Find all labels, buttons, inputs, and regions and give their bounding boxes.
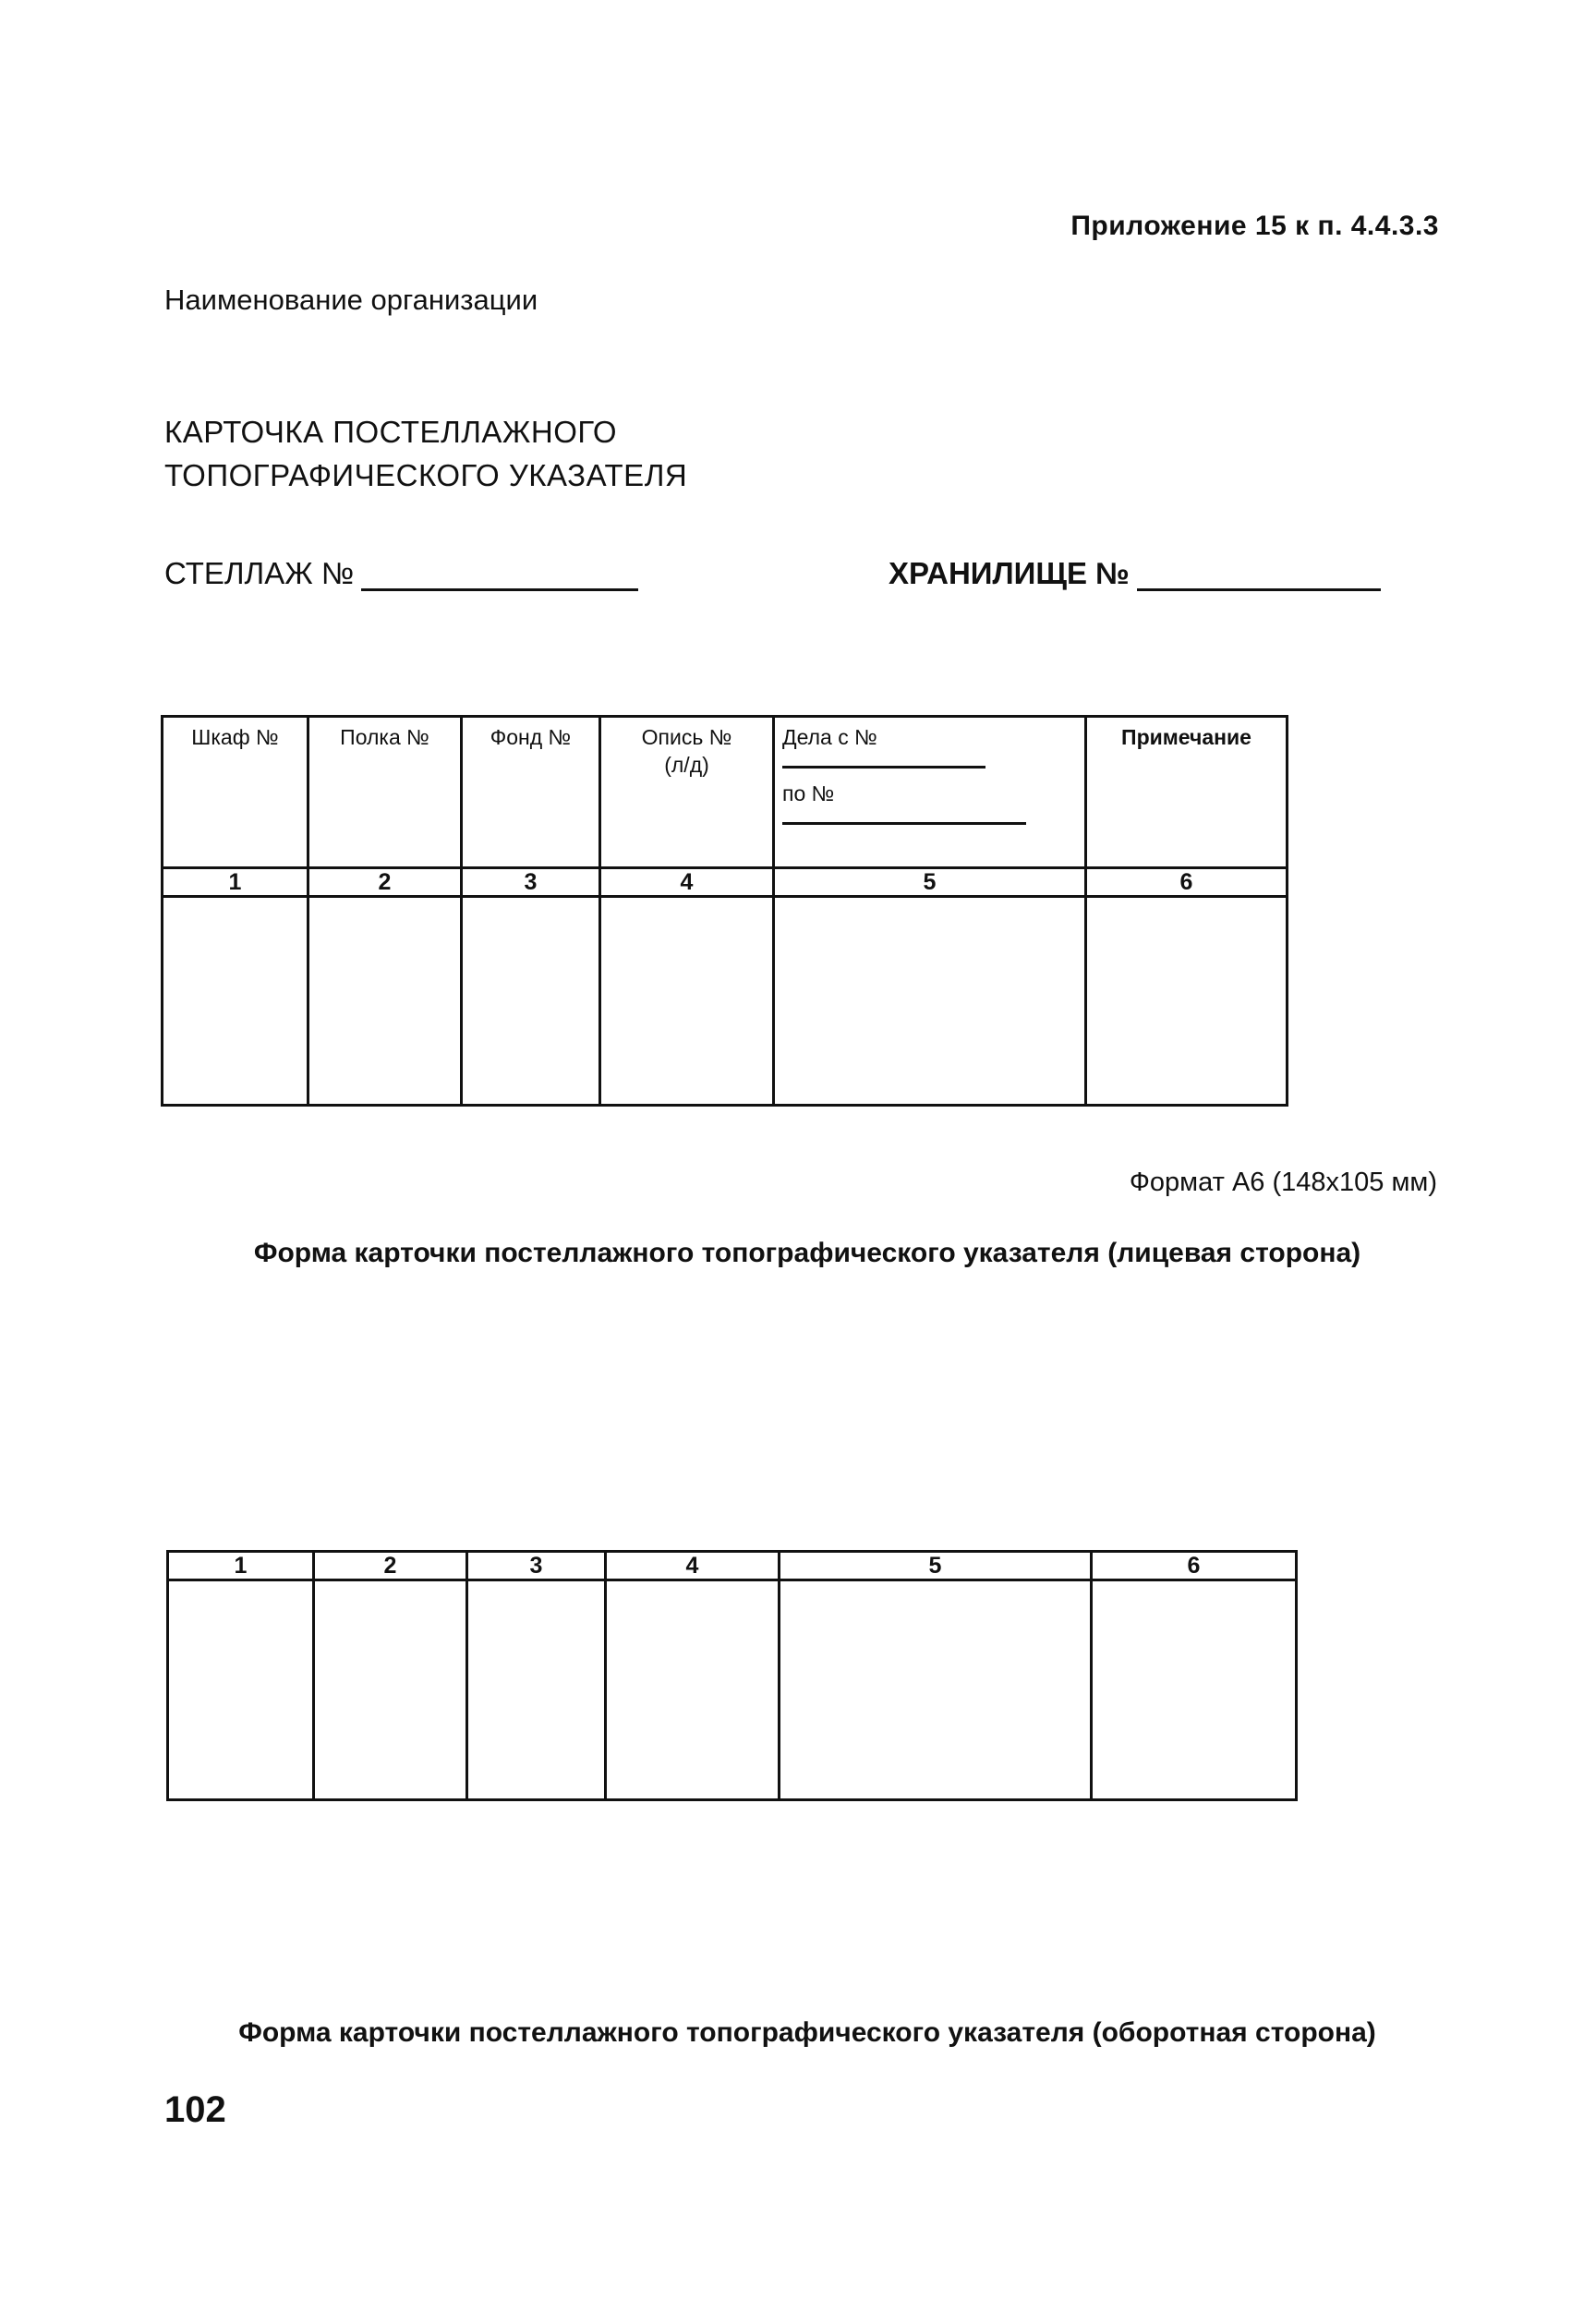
card-title — [164, 410, 687, 497]
entry-cell — [774, 897, 1086, 1106]
appendix-reference: Приложение 15 к п. 4.4.3.3 — [1070, 211, 1439, 241]
column-number: 3 — [467, 1552, 606, 1580]
back-number-row — [168, 1552, 1297, 1580]
rack-field — [164, 556, 638, 591]
entry-cell — [308, 897, 462, 1106]
rack-label: СТЕЛЛАЖ № — [164, 556, 355, 590]
entry-cell — [1086, 897, 1288, 1106]
column-number: 5 — [774, 868, 1086, 897]
card-title-line-2: ТОПОГРАФИЧЕСКОГО УКАЗАТЕЛЯ — [164, 458, 688, 492]
entry-cell — [467, 1580, 606, 1800]
column-number: 1 — [163, 868, 308, 897]
header-fund: Фонд № — [462, 717, 600, 868]
header-cabinet: Шкаф № — [163, 717, 308, 868]
header-inventory-line-2: (л/д) — [664, 753, 709, 777]
header-cases-to: по № — [782, 781, 835, 805]
format-note: Формат А6 (148х105 мм) — [1129, 1168, 1437, 1197]
entry-cell — [168, 1580, 314, 1800]
column-number: 4 — [606, 1552, 780, 1580]
entry-cell — [600, 897, 774, 1106]
column-number: 6 — [1086, 868, 1288, 897]
column-number: 5 — [780, 1552, 1092, 1580]
header-note: Примечание — [1086, 717, 1288, 868]
entry-cell — [780, 1580, 1092, 1800]
back-entry-row — [168, 1580, 1297, 1800]
header-cases-from: Дела с № — [782, 725, 877, 749]
column-number: 2 — [314, 1552, 467, 1580]
entry-cell — [606, 1580, 780, 1800]
header-inventory-line-1: Опись № — [641, 725, 732, 749]
column-number: 4 — [600, 868, 774, 897]
cases-from-blank-line — [782, 764, 985, 769]
front-header-row — [163, 717, 1288, 868]
header-inventory — [600, 717, 774, 868]
column-number: 3 — [462, 868, 600, 897]
storage-field — [889, 556, 1381, 591]
column-number: 6 — [1092, 1552, 1297, 1580]
caption-front-side: Форма карточки постеллажного топографического указателя (лицевая сторона) — [253, 1238, 1361, 1268]
storage-label: ХРАНИЛИЩЕ № — [889, 556, 1130, 590]
entry-cell — [462, 897, 600, 1106]
entry-cell — [1092, 1580, 1297, 1800]
entry-cell — [163, 897, 308, 1106]
card-title-line-1: КАРТОЧКА ПОСТЕЛЛАЖНОГО — [164, 415, 618, 449]
storage-blank-line — [1137, 561, 1381, 591]
cases-to-blank-line — [782, 820, 1026, 825]
column-number: 2 — [308, 868, 462, 897]
back-side-table — [166, 1550, 1298, 1801]
entry-cell — [314, 1580, 467, 1800]
column-number: 1 — [168, 1552, 314, 1580]
header-shelf: Полка № — [308, 717, 462, 868]
organization-name-label: Наименование организации — [164, 284, 538, 316]
front-number-row — [163, 868, 1288, 897]
page-number: 102 — [164, 2089, 226, 2130]
rack-blank-line — [361, 561, 638, 591]
front-side-table — [161, 715, 1288, 1107]
front-entry-row — [163, 897, 1288, 1106]
header-cases — [774, 717, 1086, 868]
caption-back-side: Форма карточки постеллажного топографического указателя (оборотная сторона) — [238, 2017, 1376, 2048]
